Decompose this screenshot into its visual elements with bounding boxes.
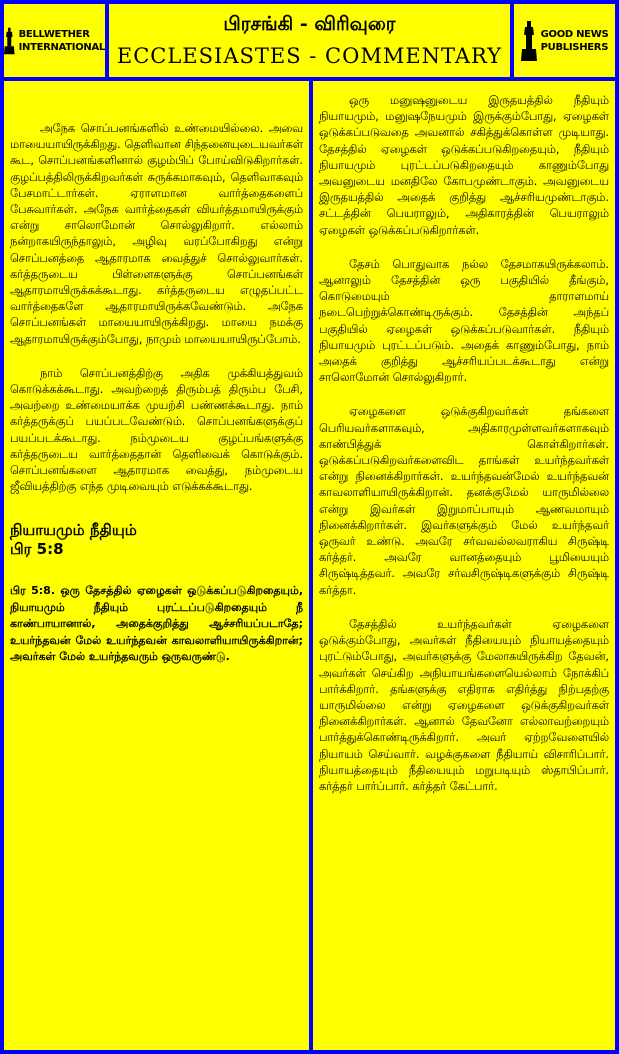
header — [4, 4, 615, 77]
bellwether-logo — [4, 4, 105, 77]
logo-line1: BELLWETHER — [18, 28, 90, 40]
left-column — [4, 81, 309, 1050]
title-box — [109, 4, 510, 77]
section-heading — [10, 521, 303, 559]
right-column — [313, 81, 615, 1050]
paragraph: தேசம் பொதுவாக நல்ல தேசமாகயிருக்கலாம். ஆனாலும் தேசத்தின் ஒரு பகுதியில் தீங்கும், கொடுமையும் தாராளமாய் நடைபெற்றுக்கொண்டிருக்கும். தேசத்தின் அந்தப் பகுதியில் ஏழைகள் ஒடுக்கப்படுவார்கள். நீதியும் நியாயமும் புரட்டப்படும். அதைக் காணும்போது, நாம் அதைக் குறித்து ஆச்சரியப்படக்கூடாது என்று சாலொமோன் சொல்லுகிறார். — [319, 257, 609, 385]
logo-line2: PUBLISHERS — [540, 41, 609, 53]
tower-icon — [4, 21, 15, 61]
paragraph: தேசத்தில் உயர்ந்தவர்கள் ஏழைகளை ஒடுக்கும்போது, அவர்கள் நீதியையும் நியாயத்தையும் புரட்டும்போது, அவர்களுக்கு மேலாகயிருக்கிற தேவன், அவர்கள் செய்கிற அநியாயங்களையெல்லாம் நோக்கிப் பார்க்கிறார். தங்களுக்கு எதிராக எதிர்த்து நிற்பதற்கு யாருமில்லை என்று ஏழைகளை ஒடுக்குகிறவர்கள் நினைக்கிறார்கள். ஆனால் தேவனோ எல்லாவற்றையும் பார்த்துக்கொண்டிருக்கிறார். அவர் ஏற்றவேளையில் நியாயம் செய்வார். வழக்குகளை நீதியாய் விசாரிப்பார். நியாயத்தையும் நீதியையும் மறுபடியும் ஸ்தாபிப்பார். கர்த்தர் பார்ப்பார். கர்த்தர் கேட்பார். — [319, 617, 609, 793]
paragraph: ஏழைகளை ஒடுக்குகிறவர்கள் தங்களை பெரியவர்களாகவும், அதிகாரமுள்ளவர்களாகவும் காண்பித்துக் கொள்கிறார்கள். ஒடுக்கப்படுகிறவர்களைவிட தாங்கள் உயர்ந்தவர்கள் என்று நினைக்கிறார்கள். உயர்ந்தவன்மேல் உயர்ந்தவன் காவலாளியாயிருக்கிறான். தனக்குமேல் யாருமில்லை என்று இவர்கள் இறுமாப்பாயும் ஆணவமாயும் நினைக்கிறார்கள். இவர்களுக்கும் மேல் உயர்ந்தவர் ஒருவர் உண்டு. அவரே சர்வவல்லவராகிய சிருஷ்டி கர்த்தர். அவரே வானத்தையும் பூமியையும் சிருஷ்டித்தவர். அவரே சர்வசிருஷ்டிகளுக்கும் சிருஷ்டி கர்த்தா. — [319, 405, 609, 597]
logo-line2: INTERNATIONAL — [18, 41, 105, 53]
paragraph: நாம் சொப்பனத்திற்கு அதிக முக்கியத்துவம் கொடுக்கக்கூடாது. அவற்றைத் திரும்பத் திரும்ப பேசி, அவற்றை உண்மையாக்க முயற்சி பண்ணக்கூடாது. நாம் கர்த்தருக்குப் பயப்படவேண்டும். சொப்பனங்களுக்குப் பயப்படக்கூடாது. நம்முடைய குழப்பங்களுக்கு கர்த்தருடைய வார்த்தைதான் தெளிவைக் கொடுக்கும். சொப்பனங்களை ஆதாரமாக வைத்து, நம்முடைய ஜீவியத்திற்கு எந்த முடிவையும் எடுக்கக்கூடாது. — [10, 366, 303, 494]
verse-text: பிர 5:8. ஒரு தேசத்தில் ஏழைகள் ஒடுக்கப்படுகிறதையும், நியாயமும் நீதியும் புரட்டப்படுகிறதையும் நீ காண்பாயானால், அதைக்குறித்து ஆச்சரியப்படாதே; உயர்ந்தவன் மேல் உயர்ந்தவன் காவலாளியாயிருக்கிறான்; அவர்கள் மேல் உயர்ந்தவரும் ஒருவருண்டு. — [10, 584, 303, 664]
paragraph: அநேக சொப்பனங்களில் உண்மையில்லை. அவை மாயையாயிருக்கிறது. தெளிவான சிந்தனையுடையவர்கள் கூட, சொப்பனங்களினால் குழம்பிப் போய்விடுகிறார்கள். குழப்பத்திலிருக்கிறவர்கள் சுருக்கமாகவும், தெளிவாகவும் பேசமாட்டார்கள். ஏராளமான வார்த்தைகளைப் பேசுவார்கள். அநேக வார்த்தைகள் வியர்த்தமாயிருக்கும் என்று சாலொமோன் சொல்லுகிறார். எல்லாம் நன்றாகயிருந்தாலும், அழிவு வரப்போகிறது என்று சொப்பனத்தை ஆதாரமாக வைத்துச் சொல்லுவார்கள். கர்த்தருடைய பிள்ளைகளுக்கு சொப்பனங்கள் ஆதாரமாயிருக்கக்கூடாது. கர்த்தருடைய எழுதப்பட்ட வார்த்தைகளே ஆதாரமாயிருக்கவேண்டும். அநேக சொப்பனங்கள் மாயையாயிருக்கிறது. மாயை நமக்கு ஆதாரமாயிருக்கும்போது, நாமும் மாயையாயிருப்போம். — [10, 122, 303, 346]
paragraph: ஒரு மனுஷனுடைய இருதயத்தில் நீதியும் நியாயமும், மனுஷநேயமும் இருக்கும்போது, ஏழைகள் ஒடுக்கப்படுவதை அவனால் சகித்துக்கொள்ள முடியாது. தேசத்தில் ஏழைகள் ஒடுக்கப்படுகிறதையும், நீதியும் நியாயமும் புரட்டப்படுகிறதையும் காணும்போது அவனுடைய மனதிலே கோபமுண்டாகும். அவனுடைய இருதயத்தில் அதைக் குறித்து ஆச்சரியமுண்டாகும். சட்டத்தின் பெயராலும், அதிகாரத்தின் பெயராலும் ஏழைகள் ஒடுக்கப்படுகிறார்கள். — [319, 94, 609, 237]
tower-icon — [521, 21, 537, 61]
good-news-logo — [514, 4, 615, 77]
heading-reference: பிர 5:8 — [10, 540, 64, 559]
title-tamil: பிரசங்கி - விரிவுரை — [223, 12, 396, 35]
heading-title: நியாயமும் நீதியும் — [10, 521, 137, 540]
title-english: ECCLESIASTES - COMMENTARY — [116, 43, 503, 68]
logo-line1: GOOD NEWS — [540, 28, 609, 40]
